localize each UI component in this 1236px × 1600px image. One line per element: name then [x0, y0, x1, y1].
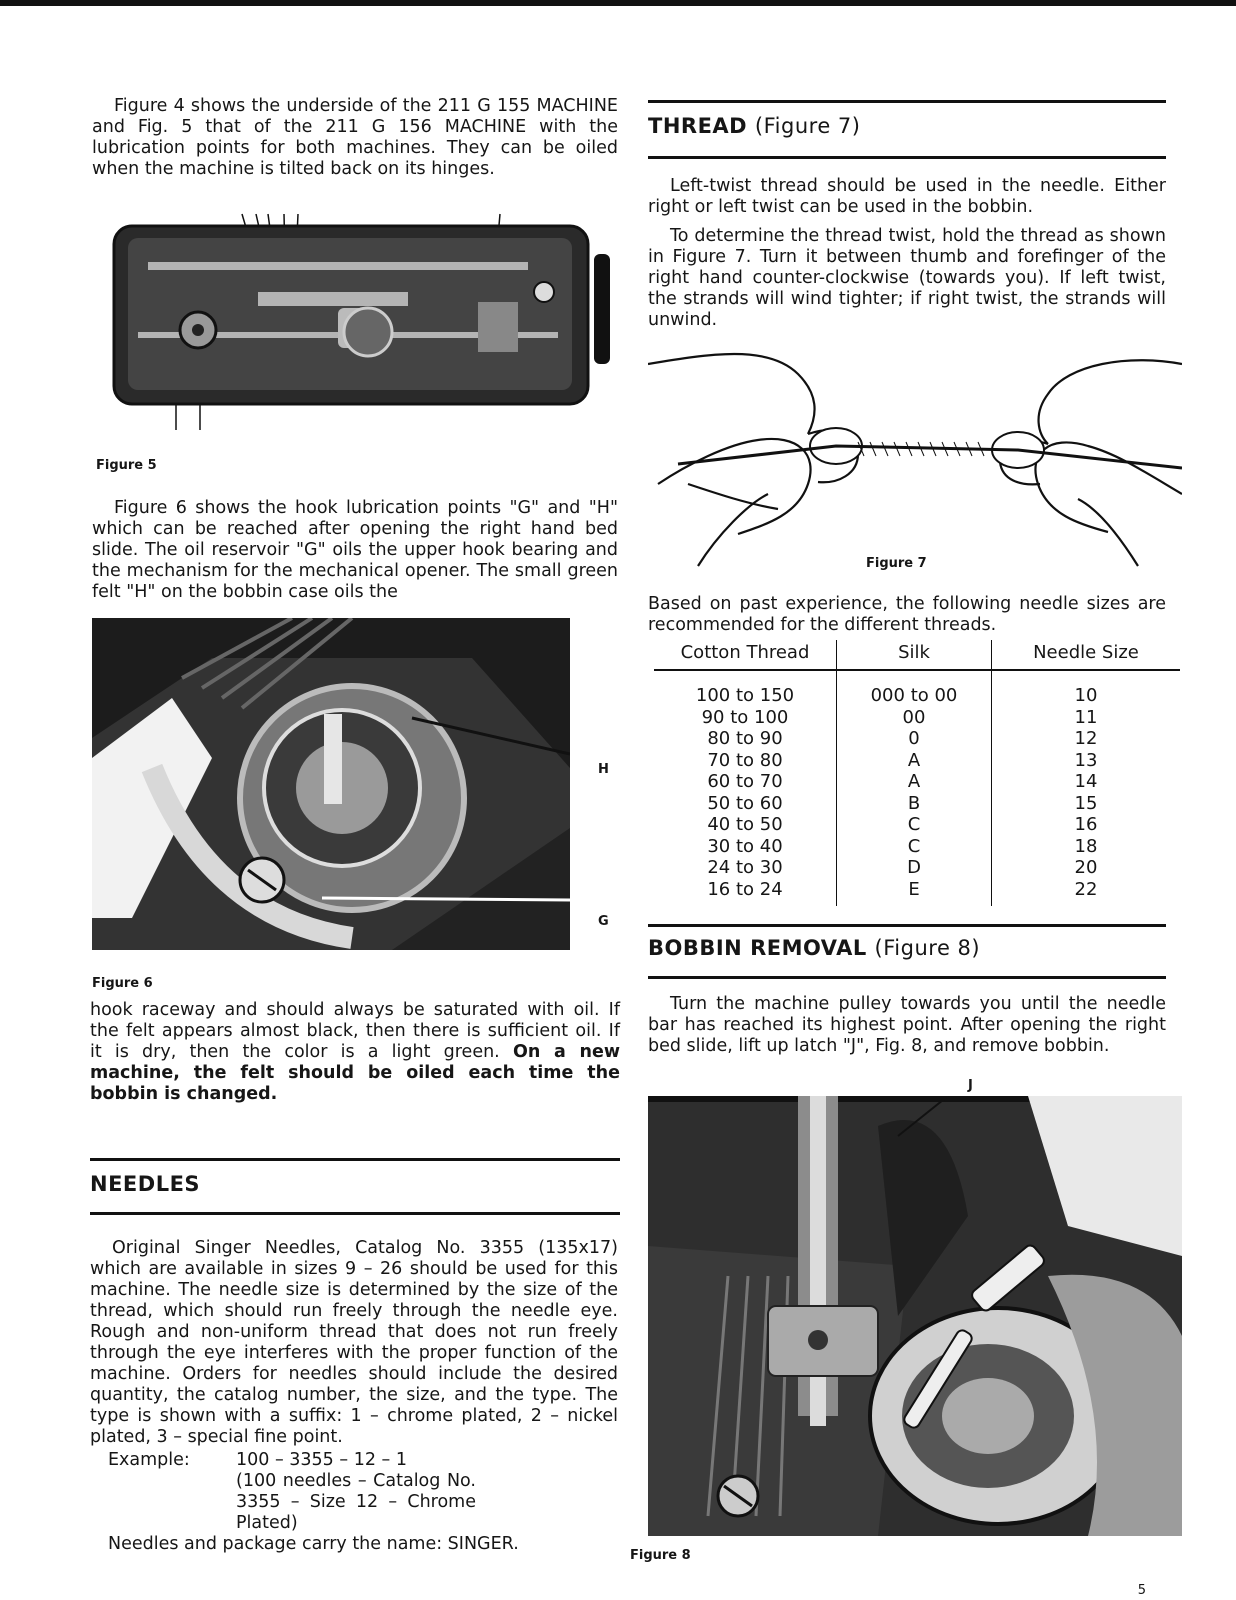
silk-cell: C — [837, 814, 992, 836]
bobbin-removal-paragraph: Turn the machine pulley towards you until the needle bar has reached its highest point. After opening the right bed slide, lift up latch "J", Fig. 8, and remove bobbin. — [648, 994, 1166, 1056]
needle-size-cell: 15 — [1074, 792, 1098, 814]
needle-size-cell: 14 — [1074, 771, 1098, 792]
figure-6-caption: Figure 6 — [92, 976, 153, 991]
thread-paragraph-1: Left-twist thread should be used in the needle. Either right or left twist can be used in the bobbin. — [648, 176, 1166, 217]
silk-cell: A — [837, 750, 992, 772]
needle-size-cell: 11 — [1074, 706, 1098, 728]
needles-rule-top — [90, 1158, 620, 1161]
hook-raceway-paragraph — [90, 1000, 620, 1105]
needle-size-cell: 12 — [1074, 728, 1098, 749]
thread-paragraph-2: To determine the thread twist, hold the thread as shown in Figure 7. Turn it between thumb and forefinger of the right hand counter-clockwise (towards you). If left twist, the strands will wind tighter; if right twist, the strands will unwind. — [648, 226, 1166, 330]
cotton-cell: 30 to 40 — [654, 836, 837, 858]
hook-raceway-text: hook raceway and should always be saturated with oil. If the felt appears almost black, then there is sufficient oil. If it is dry, then the color is a light green. — [90, 1000, 620, 1062]
figure-5-caption: Figure 5 — [96, 458, 157, 473]
table-intro: Based on past experience, the following needle sizes are recommended for the different threads. — [648, 594, 1166, 635]
silk-cell: D — [837, 857, 992, 879]
needles-heading: NEEDLES — [90, 1172, 201, 1196]
needles-paragraph: Original Singer Needles, Catalog No. 3355 (135x17) which are available in sizes 9 – 26 should be used for this machine. The needle size is determined by the size of the thread, which should run freely through the needle eye. Rough and non-uniform thread that does not run freely through the eye interferes with the proper function of the machine. Orders for needles should include the desired quantity, the catalog number, the size, and the type. The type is shown with a suffix: 1 – chrome plated, 2 – nickel plated, 3 – special fine point. — [90, 1238, 618, 1447]
thread-heading-title: THREAD — [648, 114, 748, 138]
needle-size-cell: 20 — [1074, 857, 1098, 878]
needles-example — [90, 1450, 618, 1555]
page-number: 5 — [1137, 1583, 1146, 1598]
thread-rule-bottom — [648, 156, 1166, 159]
cotton-cell: 90 to 100 — [654, 707, 837, 729]
bobbin-removal-heading — [648, 936, 980, 960]
bobbin-rule-bottom — [648, 976, 1166, 979]
silk-cell: E — [837, 879, 992, 907]
cotton-cell: 50 to 60 — [654, 793, 837, 815]
figure-5-image — [108, 212, 612, 434]
cotton-cell: 100 to 150 — [654, 670, 837, 707]
needle-size-cell: 16 — [1074, 814, 1098, 835]
cotton-cell: 80 to 90 — [654, 728, 837, 750]
silk-cell: C — [837, 836, 992, 858]
cotton-cell: 24 to 30 — [654, 857, 837, 879]
needles-rule-bottom — [90, 1212, 620, 1215]
thread-rule-top — [648, 100, 1166, 103]
figure-7-image — [648, 334, 1182, 588]
silk-cell: 0 — [837, 728, 992, 750]
needles-footer: Needles and package carry the name: SINGER. — [108, 1534, 519, 1554]
cotton-cell: 40 to 50 — [654, 814, 837, 836]
silk-cell: B — [837, 793, 992, 815]
figure-6-label-g: G — [598, 914, 609, 929]
example-label: Example: — [108, 1450, 190, 1470]
header-silk: Silk — [837, 640, 992, 670]
needle-size-cell: 10 — [1074, 685, 1098, 706]
figure-7-caption: Figure 7 — [866, 556, 927, 571]
figure-8-label-j: J — [968, 1078, 973, 1093]
page-top-border — [0, 0, 1236, 6]
bobbin-heading-title: BOBBIN REMOVAL — [648, 936, 867, 960]
example-value: 100 – 3355 – 12 – 1 — [236, 1450, 407, 1470]
cotton-cell: 16 to 24 — [654, 879, 837, 907]
figure-6-label-h: H — [598, 762, 609, 777]
needle-size-cell: 22 — [1074, 878, 1098, 900]
needle-size-cell: 18 — [1074, 835, 1098, 857]
cotton-cell: 70 to 80 — [654, 750, 837, 772]
silk-cell: 00 — [837, 707, 992, 729]
figure-6-description: Figure 6 shows the hook lubrication points "G" and "H" which can be reached after opening the right hand bed slide. The oil reservoir "G" oils the upper hook bearing and the mechanism for the mechanical opener. The small green felt "H" on the bobbin case oils the — [92, 498, 618, 602]
header-cotton-thread: Cotton Thread — [654, 640, 837, 670]
example-detail: (100 needles – Catalog No. 3355 – Size 12 – Chrome Plated) — [236, 1471, 476, 1533]
thread-heading — [648, 114, 860, 138]
header-needle-size: Needle Size — [992, 640, 1181, 670]
figure-8-image — [648, 1096, 1182, 1536]
figure-8-caption: Figure 8 — [630, 1548, 691, 1563]
hook-raceway-warning: On a new machine, the felt should be oiled each time the bobbin is changed. — [90, 1042, 620, 1104]
needle-size-table — [654, 640, 1180, 906]
thread-heading-ref: (Figure 7) — [754, 114, 861, 138]
figure-6-image — [92, 618, 570, 950]
silk-cell: 000 to 00 — [837, 670, 992, 707]
intro-paragraph: Figure 4 shows the underside of the 211 G 155 MACHINE and Fig. 5 that of the 211 G 156 MACHINE with the lubrication points for both machines. They can be oiled when the machine is tilted back on its hinges. — [92, 96, 618, 179]
bobbin-heading-ref: (Figure 8) — [874, 936, 981, 960]
needle-size-cell: 13 — [1074, 749, 1098, 771]
bobbin-rule-top — [648, 924, 1166, 927]
silk-cell: A — [837, 771, 992, 793]
table-header-row — [654, 640, 1180, 670]
cotton-cell: 60 to 70 — [654, 771, 837, 793]
